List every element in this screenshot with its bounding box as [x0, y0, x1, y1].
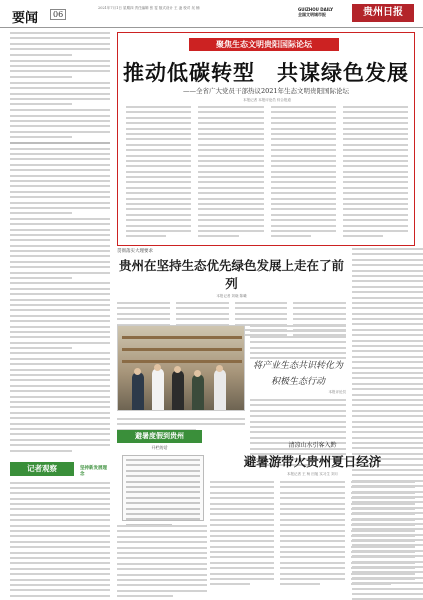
story3-kicker: 清凉山水引客入黔	[288, 442, 337, 449]
feature-col-1	[126, 106, 191, 242]
story-green-development	[117, 248, 346, 322]
summer-tourism-section	[117, 430, 202, 450]
section-intro-label: 开栏的话	[151, 445, 168, 450]
news-photo	[117, 325, 245, 411]
masthead-meta: 2021年7月1日 星期四 责任编辑 张 雯 版式设计 王 凌 校对 吴 楠	[98, 6, 200, 10]
intro-box	[122, 455, 204, 521]
feature-subtitle: ——全省广大党员干部热议2021年生态文明贵阳国际论坛	[182, 87, 350, 95]
left-article-1	[10, 142, 110, 451]
story2-byline: 本报记者 刘晓 陈曦	[216, 294, 247, 298]
feature-article	[117, 32, 415, 246]
story3-col-1	[210, 481, 274, 589]
newspaper-logo: 贵州日报	[352, 4, 414, 22]
section-title: 要闻	[12, 11, 39, 26]
feature-banner: 聚焦生态文明贵阳国际论坛	[189, 38, 339, 51]
story3-col-2	[280, 481, 344, 589]
commentary-author: 本报评论员	[328, 390, 346, 394]
brief-3	[10, 82, 110, 106]
bottom-left-body	[117, 525, 207, 600]
left-box-subtitle: 坚持新发展理念	[80, 465, 107, 477]
left-article-2	[10, 482, 110, 600]
feature-col-2	[198, 106, 263, 242]
commentary-line-2: 积极生态行动	[270, 377, 325, 387]
section-tag: 避暑度假到贵州	[117, 430, 202, 443]
story3-byline: 本报记者 王 杨 田旭 实习生 刘月	[286, 472, 339, 476]
brief-1	[10, 32, 110, 56]
feature-headline: 推动低碳转型 共谋绿色发展	[123, 60, 409, 85]
story2-headline: 贵州在坚持生态优先绿色发展上走在了前列	[118, 258, 344, 291]
left-box-tag: 记者观察	[10, 462, 74, 476]
masthead-daily: GUIZHOU DAILY 全国文明城市报	[298, 7, 334, 17]
brief-4	[10, 109, 110, 138]
left-box-head	[10, 462, 110, 478]
feature-body	[126, 106, 408, 242]
story-summer-economy	[210, 440, 415, 589]
feature-col-3	[271, 106, 336, 242]
feature-col-4	[343, 106, 408, 242]
commentary-line-1: 将产业生态共识转化为	[252, 361, 343, 371]
feature-byline: 本报记者 本报评论员 综合报道	[243, 98, 291, 102]
story3-headline: 避暑游带火贵州夏日经济	[243, 454, 382, 469]
intro-box-body	[126, 459, 200, 526]
story2-kicker: 贯彻落实大理要求	[117, 249, 153, 254]
masthead	[0, 0, 423, 28]
left-column	[10, 32, 110, 592]
brief-2	[10, 60, 110, 78]
story3-col-3	[351, 481, 415, 589]
page-number: 06	[50, 9, 66, 20]
story3-body	[210, 481, 415, 589]
